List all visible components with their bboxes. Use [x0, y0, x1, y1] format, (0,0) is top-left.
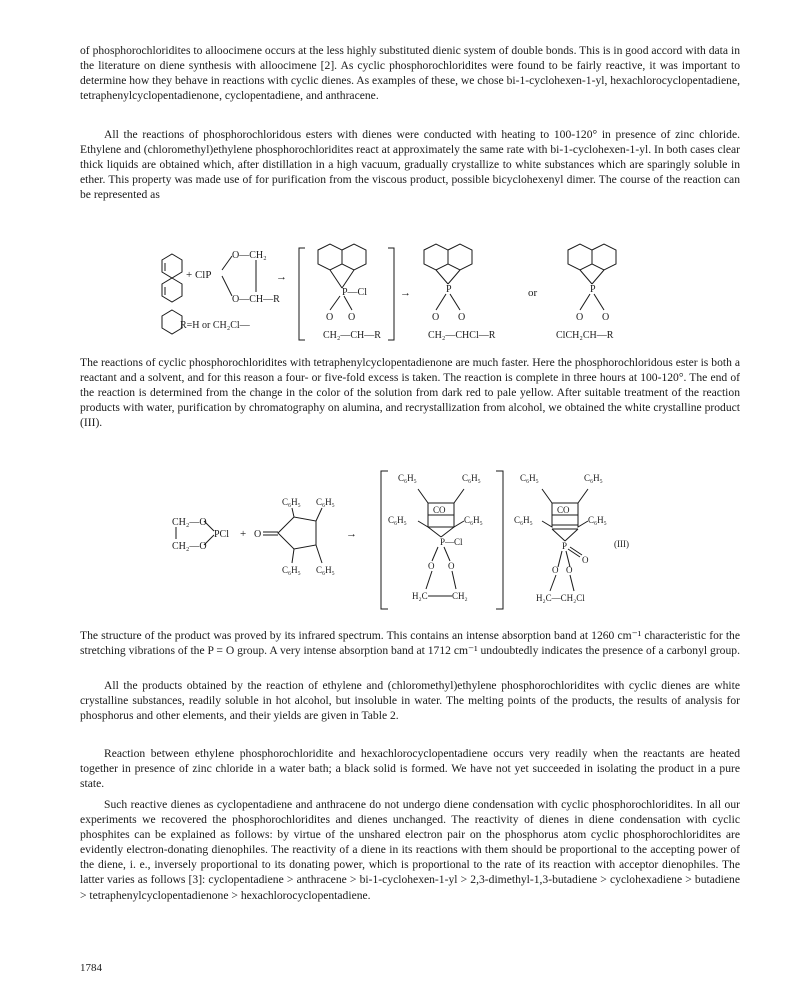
page-number: 1784: [80, 962, 102, 974]
cyclohexane-ring-icon: [592, 244, 616, 270]
cyclohexene-ring-icon: [162, 310, 182, 334]
c6h5-label: C₆H₅: [398, 473, 417, 483]
c6h5-label: C₆H₅: [464, 515, 483, 525]
och2-label: O—CH₂: [232, 250, 267, 261]
arrow-1: →: [276, 271, 287, 283]
paragraph-5: All the products obtained by the reaction of ethylene and (chloromethyl)ethylene phosphorochloridites with cyclic dienes are white crystalline substances, readily soluble in hot alcohol, but insoluble in water. The melting points of the products, the results of analysis for phosphorus and other elements, and their yields are given in Table 2.: [80, 679, 740, 723]
o-label: O: [428, 561, 435, 571]
reaction-scheme-2: [0, 463, 807, 613]
p-label: P: [446, 284, 452, 295]
paragraph-6: Reaction between ethylene phosphorochloridite and hexachlorocyclopentadiene occurs very readily when the reactants are heated together in presence of zinc chloride in a water bath; a black solid is formed. We have not yet succeeded in isolating the product in a pure state.: [80, 747, 740, 791]
co-label: CO: [557, 505, 570, 515]
ch2o-bottom-label: CH₂—O: [172, 541, 207, 552]
p-label: P: [590, 284, 596, 295]
paragraph-7: Such reactive dienes as cyclopentadiene and anthracene do not undergo diene condensation with cyclic phosphorochloridites. In all our experiments we recovered the phosphorochloridites and dienes unchanged. The reactivity of dienes in diene condensation with cyclic phosphites can be explained as follows: by virtue of the unshared electron pair on the phosphorus atom cyclic phosphorochloridites are evidently electron-donating dienophiles. The reactivity of a diene in its reactions with them should be proportional to the accepting power of the diene, i. e., inversely proportional to its donating power, which is proportional to the rate of its reaction with acceptor dienophiles. The latter varies as follows [3]: cyclopentadiene > anthracene > bi-1-cyclohexen-1-yl > 2,3-dimethyl-1,3-butadiene > cyclohexadiene > butadiene > tetraphenylcyclopentadienone > hexachlorocyclopentadiene.: [80, 798, 740, 902]
ch2-ch-r-label: CH₂—CH—R: [323, 330, 381, 341]
c6h5-label: C₆H₅: [282, 497, 301, 507]
o-label: O: [326, 312, 334, 323]
c6h5-label: C₆H₅: [514, 515, 533, 525]
paragraph-3: The reactions of cyclic phosphorochloridites with tetraphenylcyclopentadienone are much faster. Here the phosphorochloridous ester is both a reactant and a solvent, and for this reason a four- or five-fold excess is taken. The reaction is complete in three hours at 100-120°. The end of the reaction is determined from the change in the color of the solution from dark red to pale yellow. After suitable treatment of the reaction products with water, purification by chromatography on alumina, and recrystallization from alcohol, we obtained the white crystalline product (III).: [80, 356, 740, 430]
arrow-2: →: [400, 287, 411, 299]
h2c-ch2cl-label: H₂C—CH₂Cl: [536, 593, 585, 603]
o-label: O: [582, 555, 589, 565]
pcl-label: PCl: [214, 529, 230, 540]
p-cl-label: P—Cl: [440, 537, 463, 547]
p-cl-label: P—Cl: [342, 287, 368, 298]
c6h5-label: C₆H₅: [316, 565, 335, 575]
h2c-label: H₂C: [412, 591, 428, 601]
clp-label: + ClP: [186, 269, 212, 281]
paragraph-2: All the reactions of phosphorochloridous esters with dienes were conducted with heating to 100-120° in presence of zinc chloride. Ethylene and (chloromethyl)ethylene phosphorochloridites react at approximately the same rate with bi-1-cyclohexen-1-yl. In both cases clear thick liquids are obtained which, after distillation in a high vacuum, gradually crystallize to white substances which are sparingly soluble in ether. This property was made use of for purification from the viscous product, possible bicyclohexenyl dimer. The course of the reaction can be represented as: [80, 128, 740, 202]
c6h5-label: C₆H₅: [388, 515, 407, 525]
c6h5-label: C₆H₅: [282, 565, 301, 575]
plus-sign: +: [240, 528, 247, 540]
clch2ch-r-label: ClCH₂CH—R: [556, 330, 614, 341]
o-label: O: [566, 565, 573, 575]
cyclohexane-ring-icon: [448, 244, 472, 270]
c6h5-label: C₆H₅: [584, 473, 603, 483]
cyclohexane-ring-icon: [568, 244, 592, 270]
o-label: O: [254, 529, 262, 540]
paragraph-4: The structure of the product was proved by its infrared spectrum. This contains an intense absorption band at 1260 cm⁻¹ characteristic for the stretching vibrations of the P = O group. A very intense absorption band at 1712 cm⁻¹ undoubtedly indicates the presence of a carbonyl group.: [80, 629, 740, 658]
o-label: O: [432, 312, 440, 323]
ch2-label: CH₂: [452, 591, 468, 601]
o-label: O: [448, 561, 455, 571]
paragraph-1: of phosphorochloridites to alloocimene occurs at the less highly substituted dienic system of double bonds. This is in good accord with data in the literature on diene synthesis with alloocimene [2]. As cyclic phosphorochloridites were found to be fairly reactive, it was important to determine how they behave in reactions with cyclic dienes. As examples of these, we chose bi-1-cyclohexen-1-yl, hexachlorocyclopentadiene, tetraphenylcyclopentadienone, cyclopentadiene, and anthracene.: [80, 44, 740, 103]
och-r-label: O—CH—R: [232, 294, 280, 305]
reaction-scheme-1: [0, 238, 807, 350]
c6h5-label: C₆H₅: [520, 473, 539, 483]
ch2-chcl-r-label: CH₂—CHCl—R: [428, 330, 496, 341]
c6h5-label: C₆H₅: [462, 473, 481, 483]
compound-label: (III): [614, 539, 629, 549]
p-label: P: [562, 541, 568, 551]
ch2o-top-label: CH₂—O: [172, 517, 207, 528]
o-label: O: [552, 565, 559, 575]
o-label: O: [348, 312, 356, 323]
co-label: CO: [433, 505, 446, 515]
o-label: O: [602, 312, 610, 323]
o-label: O: [576, 312, 584, 323]
cyclohexane-ring-icon: [342, 244, 366, 270]
or-label: or: [528, 287, 538, 299]
o-label: O: [458, 312, 466, 323]
c6h5-label: C₆H₅: [316, 497, 335, 507]
c6h5-label: C₆H₅: [588, 515, 607, 525]
arrow-3: →: [346, 528, 357, 540]
cyclohexane-ring-icon: [318, 244, 342, 270]
r-definition: R=H or CH₂Cl—: [180, 320, 250, 331]
cyclohexane-ring-icon: [424, 244, 448, 270]
